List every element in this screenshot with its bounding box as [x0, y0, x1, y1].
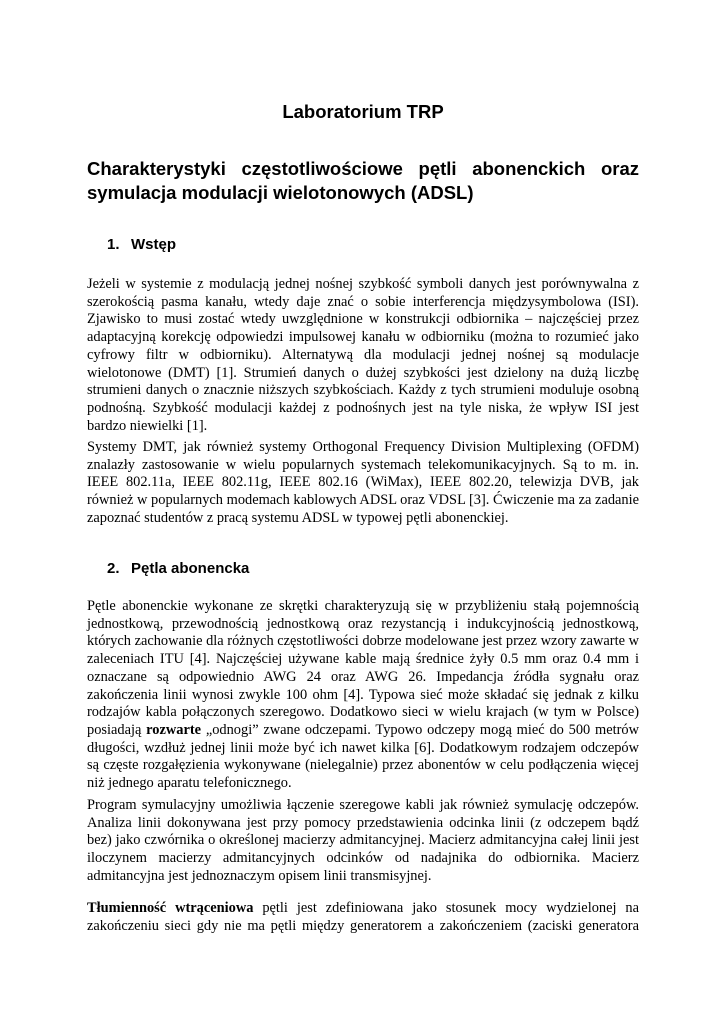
- paragraph-loop-3: [87, 900, 639, 935]
- paragraph-text: „odnogi” zwane odczepami. Typowo odczepy mogą mieć do 500 metrów długości, wzdłuż jednej linii może być ich nawet kilka [6]. Dodatkowym rodzajem odczepów są częste rozgałęzienia wykonywane (nielegalnie) przez abonentów w celu podłączenia więcej niż jednego aparatu telefonicznego.: [87, 721, 639, 792]
- section-heading-intro: [107, 235, 176, 255]
- bold-term: Tłumienność wtrąceniowa: [87, 900, 254, 916]
- bold-term: rozwarte: [146, 721, 202, 738]
- paragraph-loop-2: Program symulacyjny umożliwia łączenie szeregowe kabli jak również symulację odczepów. Analiza linii dokonywana jest przy pomocy przedstawienia odcinka linii (z odczepem bądź bez) jako czwórnika o określonej macierzy admitancyjnej. Macierz admitancyjna całej linii jest iloczynem macierzy admitancyjnych odcinków od nadajnika do odbiornika. Macierz admitancyjna jest jednoznaczym opisem linii transmisyjnej.: [87, 797, 639, 884]
- paragraph-intro-2: Systemy DMT, jak również systemy Orthogonal Frequency Division Multiplexing (OFDM) znalazły zastosowanie w wielu popularnych systemach telekomunikacyjnych. Są to m. in. IEEE 802.11a, IEEE 802.11g, IEEE 802.16 (WiMax), IEEE 802.20, telewizja DVB, jak również w popularnych modemach kablowych ADSL oraz VDSL [3]. Ćwiczenie ma za zadanie zapoznać studentów z pracą systemu ADSL w typowej pętli abonenckiej.: [87, 439, 639, 526]
- document-title: Charakterystyki częstotliwościowe pętli abonenckich oraz symulacja modulacji wielotonowych (ADSL): [87, 158, 639, 203]
- section-title: Pętla abonencka: [131, 560, 250, 577]
- section-title: Wstęp: [131, 236, 176, 253]
- lab-title: Laboratorium TRP: [282, 101, 444, 122]
- paragraph-intro-1: Jeżeli w systemie z modulacją jednej nośnej szybkość symboli danych jest porównywalna z szerokością pasma kanału, wtedy daje znać o sobie interferencja międzysymbolowa (ISI). Zjawisko to musi zostać wtedy uwzględnione w konstrukcji odbiornika – najczęściej przez adaptacyjną korekcję odpowiedzi impulsowej kanału w odbiorniku (można to rozumieć jako cyfrowy filtr w odbiorniku). Alternatywą dla modulacji jednej nośnej są modulacje wielotonowe (DMT) [1]. Strumień danych o dużej szybkości jest dzielony na dużą liczbę strumieni danych o znacznie niższych szybkościach. Każdy z tych strumieni moduluje osobną podnośną. Szybkość modulacji każdej z podnośnych jest na tyle niska, że wpływ ISI jest bardzo niewielki [1].: [87, 276, 639, 434]
- paragraph-text: Pętle abonenckie wykonane ze skrętki charakteryzują się w przybliżeniu stałą pojemnością jednostkową, przewodnością jednostkową oraz rezystancją i indukcyjnością jednostkową, których zachowanie dla różnych częstotliwości dobrze modelowane jest przez wzory zawarte w zaleceniach ITU [4]. Najczęściej używane kable mają średnice żyły 0.5 mm oraz 0.4 mm i oznaczane są odpowiednio AWG 24 oraz AWG 26. Impedancja źródła sygnału oraz zakończenia linii wynosi zwykle 100 ohm [4]. Typowa sieć może składać się jednak z kilku rodzajów kabla połączonych szeregowo. Dodatkowo sieci w wielu krajach (w tym w Polsce) posiadają: [87, 598, 639, 738]
- section-number: 2.: [107, 560, 120, 577]
- section-number: 1.: [107, 236, 120, 253]
- section-heading-subscriber-loop: [107, 559, 249, 579]
- paragraph-loop-1: [87, 598, 639, 793]
- paragraph-text: pętli jest zdefiniowana jako stosunek mocy wydzielonej na zakończeniu sieci gdy nie ma pętli między generatorem a zakończeniem (zaciski generatora: [87, 900, 639, 934]
